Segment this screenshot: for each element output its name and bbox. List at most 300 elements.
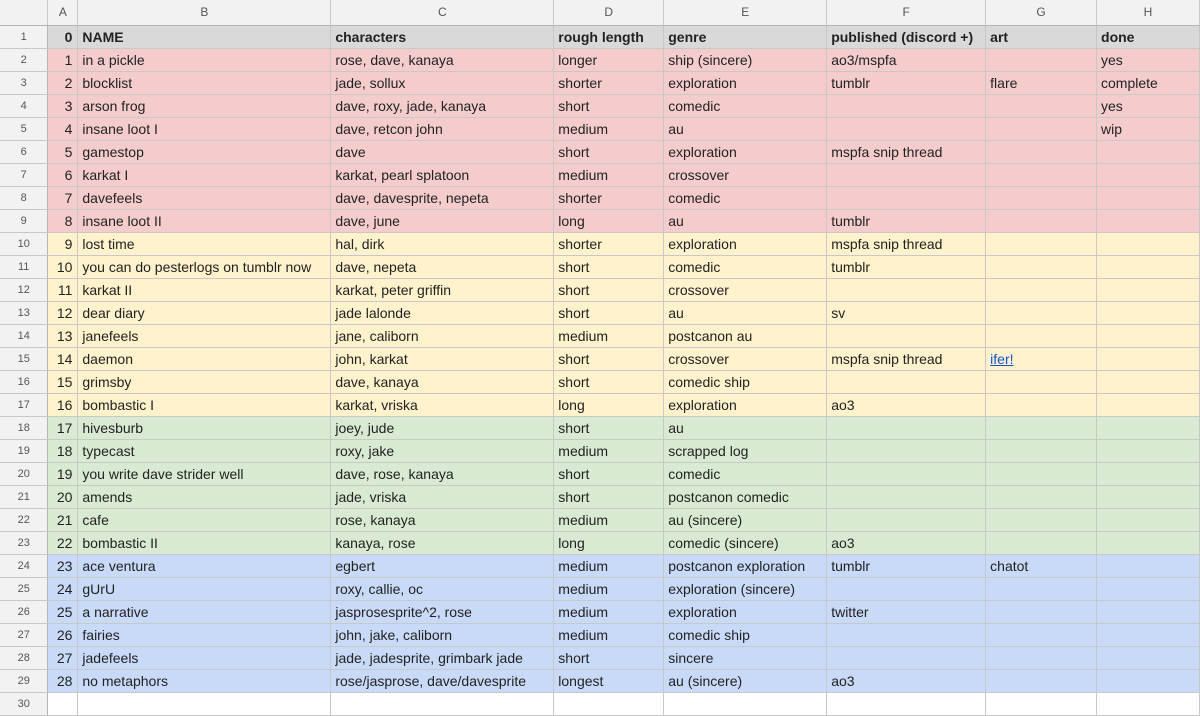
cell-index[interactable]: 27 (48, 647, 78, 670)
cell-published[interactable]: mspfa snip thread (827, 348, 986, 371)
cell-length[interactable]: medium (554, 440, 664, 463)
art-link[interactable]: ifer! (990, 351, 1014, 367)
cell-length[interactable]: shorter (554, 72, 664, 95)
cell-genre-header[interactable]: genre (664, 26, 827, 49)
cell-art[interactable]: chatot (986, 555, 1097, 578)
cell-published[interactable] (827, 417, 986, 440)
cell-genre[interactable]: comedic (664, 187, 827, 210)
row-number[interactable]: 3 (0, 72, 48, 95)
cell-index[interactable]: 23 (48, 555, 78, 578)
row-number[interactable]: 6 (0, 141, 48, 164)
cell-name-header[interactable]: NAME (78, 26, 331, 49)
cell-done[interactable] (1097, 440, 1200, 463)
cell-genre[interactable]: exploration (664, 141, 827, 164)
cell-published[interactable]: sv (827, 302, 986, 325)
row-number[interactable]: 12 (0, 279, 48, 302)
row-number[interactable]: 1 (0, 26, 48, 49)
cell-length[interactable]: longest (554, 670, 664, 693)
cell-index[interactable]: 3 (48, 95, 78, 118)
cell-length[interactable]: medium (554, 624, 664, 647)
cell-index[interactable]: 28 (48, 670, 78, 693)
cell-index[interactable]: 25 (48, 601, 78, 624)
header-row (0, 26, 1200, 49)
cell-published[interactable] (827, 647, 986, 670)
cell-art[interactable] (986, 302, 1097, 325)
cell-characters[interactable]: jade lalonde (331, 302, 554, 325)
table-row (0, 693, 1200, 716)
cell-done[interactable] (1097, 256, 1200, 279)
cell-genre[interactable]: postcanon au (664, 325, 827, 348)
cell-index[interactable]: 17 (48, 417, 78, 440)
cell-published[interactable] (827, 693, 986, 716)
cell-genre[interactable]: exploration (664, 601, 827, 624)
row-number[interactable]: 28 (0, 647, 48, 670)
cell-name[interactable]: dear diary (78, 302, 331, 325)
row-number[interactable]: 19 (0, 440, 48, 463)
table-row (0, 279, 1200, 302)
cell-name[interactable]: no metaphors (78, 670, 331, 693)
cell-published[interactable]: ao3 (827, 532, 986, 555)
cell-published[interactable]: twitter (827, 601, 986, 624)
cell-genre[interactable]: au (sincere) (664, 670, 827, 693)
cell-index[interactable]: 26 (48, 624, 78, 647)
cell-characters[interactable]: john, karkat (331, 348, 554, 371)
cell-name[interactable]: jadefeels (78, 647, 331, 670)
cell-length[interactable]: medium (554, 555, 664, 578)
cell-characters-header[interactable]: characters (331, 26, 554, 49)
column-header-e[interactable]: E (664, 0, 827, 26)
cell-genre[interactable]: postcanon comedic (664, 486, 827, 509)
cell-art[interactable] (986, 279, 1097, 302)
cell-art[interactable] (986, 95, 1097, 118)
cell-published[interactable] (827, 95, 986, 118)
cell-published[interactable] (827, 486, 986, 509)
cell-characters[interactable]: joey, jude (331, 417, 554, 440)
cell-index[interactable]: 16 (48, 394, 78, 417)
table-row (0, 670, 1200, 693)
cell-genre[interactable]: au (664, 210, 827, 233)
cell-done[interactable] (1097, 394, 1200, 417)
cell-art[interactable] (986, 486, 1097, 509)
cell-index[interactable]: 24 (48, 578, 78, 601)
cell-art[interactable] (986, 371, 1097, 394)
cell-art[interactable] (986, 601, 1097, 624)
table-row (0, 118, 1200, 141)
cell-art[interactable] (986, 509, 1097, 532)
cell-genre[interactable]: comedic ship (664, 624, 827, 647)
row-number[interactable]: 29 (0, 670, 48, 693)
cell-published-header[interactable]: published (discord +) (827, 26, 986, 49)
cell-published[interactable] (827, 325, 986, 348)
cell-length[interactable]: short (554, 279, 664, 302)
cell-art[interactable] (986, 417, 1097, 440)
table-row (0, 486, 1200, 509)
cell-published[interactable]: ao3 (827, 394, 986, 417)
cell-genre[interactable]: crossover (664, 348, 827, 371)
column-header-b[interactable]: B (78, 0, 331, 26)
cell-name[interactable]: grimsby (78, 371, 331, 394)
row-number[interactable]: 17 (0, 394, 48, 417)
cell-genre[interactable]: exploration (664, 72, 827, 95)
cell-published[interactable] (827, 118, 986, 141)
cell-name[interactable]: bombastic II (78, 532, 331, 555)
cell-art[interactable] (986, 187, 1097, 210)
row-number[interactable]: 26 (0, 601, 48, 624)
cell-art[interactable] (986, 141, 1097, 164)
cell-done[interactable] (1097, 463, 1200, 486)
cell-art[interactable] (986, 210, 1097, 233)
cell-art[interactable] (986, 164, 1097, 187)
cell-name[interactable]: typecast (78, 440, 331, 463)
cell-index[interactable]: 14 (48, 348, 78, 371)
cell-published[interactable] (827, 164, 986, 187)
cell-art[interactable] (986, 647, 1097, 670)
cell-index[interactable]: 8 (48, 210, 78, 233)
row-number[interactable]: 11 (0, 256, 48, 279)
cell-art[interactable] (986, 532, 1097, 555)
cell-done[interactable] (1097, 210, 1200, 233)
cell-done[interactable] (1097, 624, 1200, 647)
cell-index-header[interactable]: 0 (48, 26, 78, 49)
cell-length[interactable]: medium (554, 601, 664, 624)
cell-characters[interactable]: roxy, jake (331, 440, 554, 463)
cell-characters[interactable]: dave, nepeta (331, 256, 554, 279)
cell-characters[interactable]: karkat, pearl splatoon (331, 164, 554, 187)
cell-done[interactable] (1097, 670, 1200, 693)
row-number[interactable]: 7 (0, 164, 48, 187)
cell-done[interactable] (1097, 302, 1200, 325)
cell-name[interactable]: in a pickle (78, 49, 331, 72)
cell-length[interactable]: short (554, 95, 664, 118)
cell-art-header[interactable]: art (986, 26, 1097, 49)
cell-done[interactable] (1097, 555, 1200, 578)
cell-done[interactable] (1097, 233, 1200, 256)
cell-done-header[interactable]: done (1097, 26, 1200, 49)
cell-done[interactable] (1097, 348, 1200, 371)
cell-index[interactable]: 19 (48, 463, 78, 486)
row-number[interactable]: 2 (0, 49, 48, 72)
cell-length[interactable]: shorter (554, 233, 664, 256)
cell-genre[interactable]: au (664, 302, 827, 325)
cell-published[interactable] (827, 578, 986, 601)
cell-characters[interactable]: egbert (331, 555, 554, 578)
cell-name[interactable]: cafe (78, 509, 331, 532)
cell-characters[interactable]: jane, caliborn (331, 325, 554, 348)
cell-characters[interactable]: hal, dirk (331, 233, 554, 256)
cell-published[interactable] (827, 463, 986, 486)
cell-genre[interactable]: comedic (664, 256, 827, 279)
cell-done[interactable] (1097, 693, 1200, 716)
cell-published[interactable] (827, 187, 986, 210)
cell-published[interactable]: tumblr (827, 210, 986, 233)
table-row (0, 417, 1200, 440)
table-row (0, 72, 1200, 95)
table-row (0, 302, 1200, 325)
cell-art[interactable] (986, 256, 1097, 279)
cell-published[interactable] (827, 509, 986, 532)
table-row (0, 394, 1200, 417)
cell-genre[interactable]: crossover (664, 279, 827, 302)
cell-done[interactable] (1097, 601, 1200, 624)
cell-length[interactable]: long (554, 532, 664, 555)
cell-art[interactable] (986, 49, 1097, 72)
cell-index[interactable]: 13 (48, 325, 78, 348)
cell-done[interactable]: yes (1097, 49, 1200, 72)
cell-done[interactable] (1097, 417, 1200, 440)
cell-index[interactable]: 12 (48, 302, 78, 325)
cell-length[interactable]: medium (554, 118, 664, 141)
cell-done[interactable] (1097, 647, 1200, 670)
column-header-row (0, 0, 1200, 26)
cell-done[interactable] (1097, 371, 1200, 394)
cell-genre[interactable]: comedic (664, 463, 827, 486)
cell-genre[interactable]: au (sincere) (664, 509, 827, 532)
cell-index[interactable]: 6 (48, 164, 78, 187)
cell-done[interactable]: yes (1097, 95, 1200, 118)
row-number[interactable]: 14 (0, 325, 48, 348)
cell-characters[interactable]: dave, kanaya (331, 371, 554, 394)
column-header-a[interactable]: A (48, 0, 78, 26)
row-number[interactable]: 16 (0, 371, 48, 394)
table-row (0, 624, 1200, 647)
cell-done[interactable] (1097, 164, 1200, 187)
table-row (0, 509, 1200, 532)
cell-genre[interactable]: ship (sincere) (664, 49, 827, 72)
cell-index[interactable]: 15 (48, 371, 78, 394)
cell-done[interactable] (1097, 509, 1200, 532)
cell-name[interactable]: a narrative (78, 601, 331, 624)
cell-genre[interactable]: exploration (664, 394, 827, 417)
cell-characters[interactable]: dave, rose, kanaya (331, 463, 554, 486)
cell-art[interactable] (986, 440, 1097, 463)
cell-characters[interactable]: dave, june (331, 210, 554, 233)
cell-characters[interactable]: dave, roxy, jade, kanaya (331, 95, 554, 118)
cell-name[interactable]: karkat I (78, 164, 331, 187)
cell-done[interactable] (1097, 486, 1200, 509)
cell-name[interactable]: you can do pesterlogs on tumblr now (78, 256, 331, 279)
cell-characters[interactable]: rose, dave, kanaya (331, 49, 554, 72)
cell-genre[interactable]: sincere (664, 647, 827, 670)
cell-published[interactable] (827, 440, 986, 463)
cell-length[interactable] (554, 693, 664, 716)
cell-published[interactable]: mspfa snip thread (827, 141, 986, 164)
cell-genre[interactable]: postcanon exploration (664, 555, 827, 578)
cell-name[interactable]: amends (78, 486, 331, 509)
cell-published[interactable] (827, 279, 986, 302)
cell-name[interactable]: ace ventura (78, 555, 331, 578)
row-number[interactable]: 25 (0, 578, 48, 601)
table-row (0, 210, 1200, 233)
cell-characters[interactable]: jasprosesprite^2, rose (331, 601, 554, 624)
cell-art[interactable] (986, 118, 1097, 141)
cell-art[interactable] (986, 233, 1097, 256)
cell-published[interactable] (827, 371, 986, 394)
cell-done[interactable]: wip (1097, 118, 1200, 141)
cell-done[interactable]: complete (1097, 72, 1200, 95)
row-number[interactable]: 21 (0, 486, 48, 509)
column-header-h[interactable]: H (1097, 0, 1200, 26)
cell-index[interactable]: 11 (48, 279, 78, 302)
cell-published[interactable]: mspfa snip thread (827, 233, 986, 256)
cell-characters[interactable]: roxy, callie, oc (331, 578, 554, 601)
cell-done[interactable] (1097, 578, 1200, 601)
cell-done[interactable] (1097, 279, 1200, 302)
cell-index[interactable]: 4 (48, 118, 78, 141)
cell-published[interactable]: ao3 (827, 670, 986, 693)
cell-published[interactable] (827, 624, 986, 647)
row-number[interactable]: 30 (0, 693, 48, 716)
table-row (0, 141, 1200, 164)
cell-done[interactable] (1097, 532, 1200, 555)
cell-index[interactable]: 18 (48, 440, 78, 463)
cell-index[interactable]: 21 (48, 509, 78, 532)
cell-name[interactable]: fairies (78, 624, 331, 647)
cell-done[interactable] (1097, 187, 1200, 210)
cell-art[interactable] (986, 325, 1097, 348)
column-header-f[interactable]: F (827, 0, 986, 26)
cell-done[interactable] (1097, 141, 1200, 164)
cell-name[interactable]: gamestop (78, 141, 331, 164)
cell-characters[interactable]: dave, davesprite, nepeta (331, 187, 554, 210)
cell-name[interactable]: hivesburb (78, 417, 331, 440)
row-number[interactable]: 15 (0, 348, 48, 371)
cell-name[interactable] (78, 693, 331, 716)
cell-characters[interactable]: dave (331, 141, 554, 164)
cell-name[interactable]: janefeels (78, 325, 331, 348)
cell-characters[interactable]: karkat, peter griffin (331, 279, 554, 302)
cell-length[interactable]: short (554, 486, 664, 509)
cell-characters[interactable]: kanaya, rose (331, 532, 554, 555)
cell-name[interactable]: bombastic I (78, 394, 331, 417)
cell-genre[interactable]: au (664, 417, 827, 440)
cell-art[interactable] (986, 624, 1097, 647)
cell-length[interactable]: short (554, 417, 664, 440)
column-header-c[interactable]: C (331, 0, 554, 26)
cell-length[interactable]: short (554, 256, 664, 279)
cell-index[interactable]: 7 (48, 187, 78, 210)
table-row (0, 164, 1200, 187)
cell-genre[interactable]: comedic (sincere) (664, 532, 827, 555)
cell-genre[interactable]: comedic ship (664, 371, 827, 394)
cell-characters[interactable]: jade, vriska (331, 486, 554, 509)
row-number[interactable]: 8 (0, 187, 48, 210)
cell-genre[interactable] (664, 693, 827, 716)
cell-index[interactable]: 22 (48, 532, 78, 555)
cell-length[interactable]: shorter (554, 187, 664, 210)
cell-name[interactable]: karkat II (78, 279, 331, 302)
cell-art[interactable] (986, 578, 1097, 601)
cell-genre[interactable]: crossover (664, 164, 827, 187)
cell-art[interactable] (986, 348, 1097, 371)
cell-name[interactable]: arson frog (78, 95, 331, 118)
row-number[interactable]: 13 (0, 302, 48, 325)
table-row (0, 187, 1200, 210)
row-number[interactable]: 10 (0, 233, 48, 256)
row-number[interactable]: 24 (0, 555, 48, 578)
cell-name[interactable]: blocklist (78, 72, 331, 95)
cell-length[interactable]: short (554, 371, 664, 394)
cell-art[interactable] (986, 463, 1097, 486)
cell-name[interactable]: daemon (78, 348, 331, 371)
select-all-corner[interactable] (0, 0, 48, 26)
cell-length[interactable]: medium (554, 578, 664, 601)
column-header-g[interactable]: G (986, 0, 1097, 26)
cell-art[interactable] (986, 394, 1097, 417)
cell-characters[interactable]: jade, jadesprite, grimbark jade (331, 647, 554, 670)
cell-name[interactable]: insane loot II (78, 210, 331, 233)
cell-length[interactable]: medium (554, 509, 664, 532)
cell-index[interactable]: 1 (48, 49, 78, 72)
cell-length-header[interactable]: rough length (554, 26, 664, 49)
cell-length[interactable]: short (554, 647, 664, 670)
cell-index[interactable]: 5 (48, 141, 78, 164)
cell-characters[interactable]: rose/jasprose, dave/davesprite (331, 670, 554, 693)
cell-name[interactable]: gUrU (78, 578, 331, 601)
table-row (0, 647, 1200, 670)
cell-published[interactable]: tumblr (827, 72, 986, 95)
cell-length[interactable]: long (554, 394, 664, 417)
cell-length[interactable]: medium (554, 325, 664, 348)
cell-characters[interactable] (331, 693, 554, 716)
cell-length[interactable]: medium (554, 164, 664, 187)
cell-name[interactable]: insane loot I (78, 118, 331, 141)
cell-name[interactable]: davefeels (78, 187, 331, 210)
cell-genre[interactable]: au (664, 118, 827, 141)
row-number[interactable]: 20 (0, 463, 48, 486)
cell-characters[interactable]: karkat, vriska (331, 394, 554, 417)
cell-index[interactable]: 10 (48, 256, 78, 279)
cell-genre[interactable]: exploration (sincere) (664, 578, 827, 601)
cell-length[interactable]: short (554, 141, 664, 164)
cell-published[interactable]: tumblr (827, 555, 986, 578)
cell-index[interactable] (48, 693, 78, 716)
row-number[interactable]: 18 (0, 417, 48, 440)
column-header-d[interactable]: D (554, 0, 664, 26)
cell-length[interactable]: short (554, 348, 664, 371)
row-number[interactable]: 9 (0, 210, 48, 233)
table-row (0, 601, 1200, 624)
cell-done[interactable] (1097, 325, 1200, 348)
cell-length[interactable]: longer (554, 49, 664, 72)
cell-published[interactable]: ao3/mspfa (827, 49, 986, 72)
cell-art[interactable] (986, 693, 1097, 716)
table-row (0, 49, 1200, 72)
cell-characters[interactable]: john, jake, caliborn (331, 624, 554, 647)
cell-art[interactable] (986, 670, 1097, 693)
row-number[interactable]: 27 (0, 624, 48, 647)
cell-characters[interactable]: dave, retcon john (331, 118, 554, 141)
cell-genre[interactable]: exploration (664, 233, 827, 256)
cell-index[interactable]: 20 (48, 486, 78, 509)
cell-length[interactable]: short (554, 302, 664, 325)
cell-genre[interactable]: scrapped log (664, 440, 827, 463)
row-number[interactable]: 5 (0, 118, 48, 141)
cell-index[interactable]: 9 (48, 233, 78, 256)
row-number[interactable]: 22 (0, 509, 48, 532)
row-number[interactable]: 23 (0, 532, 48, 555)
cell-length[interactable]: short (554, 463, 664, 486)
cell-published[interactable]: tumblr (827, 256, 986, 279)
row-number[interactable]: 4 (0, 95, 48, 118)
cell-art[interactable]: flare (986, 72, 1097, 95)
cell-length[interactable]: long (554, 210, 664, 233)
cell-characters[interactable]: rose, kanaya (331, 509, 554, 532)
cell-genre[interactable]: comedic (664, 95, 827, 118)
cell-characters[interactable]: jade, sollux (331, 72, 554, 95)
cell-name[interactable]: you write dave strider well (78, 463, 331, 486)
cell-name[interactable]: lost time (78, 233, 331, 256)
cell-index[interactable]: 2 (48, 72, 78, 95)
